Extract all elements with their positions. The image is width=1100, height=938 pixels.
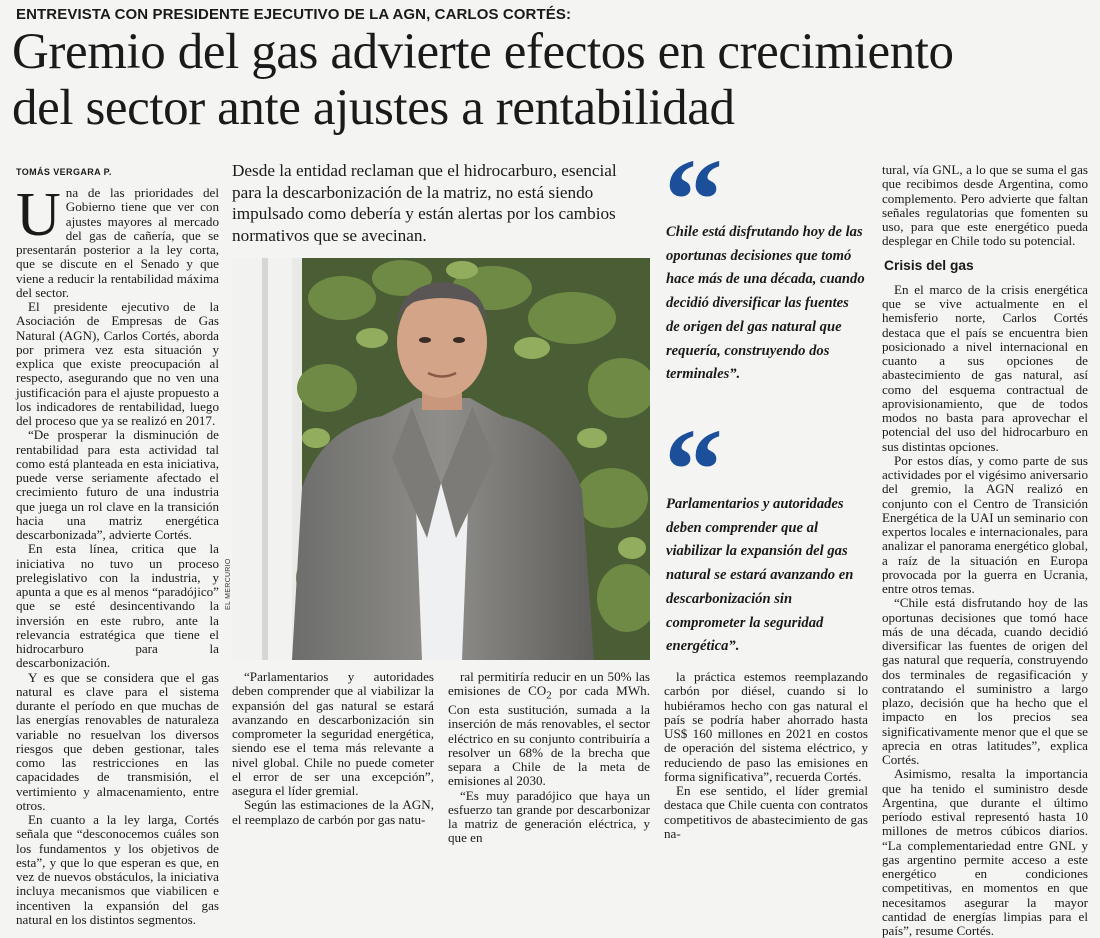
headline-line-1: Gremio del gas advierte efectos en crecimiento [12,24,954,80]
headline [12,24,1092,136]
paragraph: Por estos días, y como parte de sus actividades por el vigésimo aniversario del gremio, la AGN realizó en conjunto con el Centro de Transición Energética de la UAI un seminario con expertos locales e internacionales, para analizar el panorama energético global, a raíz de la situación en Europa provocada por la guerra en Ucrania, entre otros temas. [882,452,1088,596]
article-column-3 [448,670,650,846]
paragraph: En cuanto a la ley larga, Cortés señala que “desconocemos cuáles son los fundamentos y los objetivos de esta”, y que lo que esperan es que, en vez de nuevos obstáculos, la iniciativa incluya mecanismos que viabilicen e incentiven la expansión del gas natural en los distintos segmentos. [16,812,219,927]
paragraph: Según las estimaciones de la AGN, el reemplazo de carbón por gas natu- [232,797,434,827]
paragraph: En ese sentido, el líder gremial destaca que Chile cuenta con contratos competitivos de abastecimiento de gas na- [664,783,868,841]
kicker: ENTREVISTA CON PRESIDENTE EJECUTIVO DE LA AGN, CARLOS CORTÉS: [16,6,572,23]
portrait-illustration [232,258,650,660]
paragraph: “Chile está disfrutando hoy de las oportunas decisiones que tomó hace más de una década, cuando decidió diversificar las fuentes de origen del gas natural que requería, construyendo dos terminales de regasificación y contratando el suministro a largo plazo, decisión que ha hecho que el impacto en los precios sea significativamente menor que el que se aprecia en otras latitudes”, explica Cortés. [882,595,1088,767]
photo-credit: EL MERCURIO [225,558,232,610]
paragraph: Y es que se considera que el gas natural es clave para el sistema durante el período en que muchas de las energías renovables de naturaleza variable no resuelvan los diversos riesgos que deben gestionar, tales como las restricciones en las capacidades de transmisión, el vertimiento y almacenamiento, entre otros. [16,669,219,813]
paragraph: Asimismo, resalta la importancia que ha tenido el suministro desde Argentina, que durante el último período estival representó hasta 10 millones de metros cúbicos diarios. “La complementariedad entre GNL y gas argentino permite acceso a este energético en condiciones competitivas, en momentos en que necesitamos asegurar la mayor cantidad de energías limpias para el país”, resume Cortés. [882,766,1088,938]
quote-mark-icon [664,150,723,212]
lead-paragraph: Desde la entidad reclaman que el hidrocarburo, esencial para la descarbonización de la matriz, no está siendo impulsado como debería y están alertas por los cambios normativos que se avecinan. [232,161,617,245]
quote-mark-icon [664,420,723,482]
drop-cap: U [16,181,61,249]
article-column-4 [664,670,868,841]
paragraph: “Es muy paradójico que haya un esfuerzo tan grande por descarbonizar la matriz de generación eléctrica, y que en [448,787,650,846]
paragraph: El presidente ejecutivo de la Asociación de Empresas de Gas Natural (AGN), Carlos Cortés, aborda por primera vez esta situación y explica que existe preocupación al respecto, asegurando que no ven una justificación para el ajuste propuesto a los indicadores de rentabilidad, luego del proceso que ya se realizó en 2017. [16,299,219,428]
paragraph: En el marco de la crisis energética que se vive actualmente en el hemisferio norte, Carlos Cortés destaca que el país se encuentra bien posicionado a nivel internacional en cuanto a sus opciones de abastecimiento de gas natural, así como del esquema contractual de aprovisionamiento, que de todos modos no basta para aprovechar el potencial del uso del hidrocarburo en sus distintas opciones. [882,281,1088,454]
headline-line-2: del sector ante ajustes a rentabilidad [12,80,735,136]
pull-quote-2: Parlamentarios y autoridades deben comprender que al viabilizar la expansión del gas natural se estará avanzando en descarbonización sin comprometer la seguridad energética”. [666,496,854,655]
paragraph: En esta línea, critica que la iniciativa no tuvo un proceso prelegislativo con la industria, y apunta a que es al menos “paradójico” que se esté desincentivando la inversión en este rubro, ante la relevancia estratégica que tiene el hidrocarburo para la descarbonización. [16,541,219,671]
paragraph: ral permitiría reducir en un 50% las emisiones de $CO_2$ por cada MWh. Con esta sustitución, sumada a la inserción de más renovables, el sector eléctrico en su conjunto contribuiría a resolver un 68% de la brecha que separa a Chile de la meta de emisiones al 2030. [448,669,650,789]
paragraph: “Parlamentarios y autoridades deben comprender que al viabilizar la expansión del gas natural se estará avanzando en descarbonización sin comprometer la seguridad energética, siendo ese el tema más relevante a nivel global. Chile no puede cometer el error de ser una excepción”, asegura el líder gremial. [232,669,434,798]
byline: TOMÁS VERGARA P. [16,167,112,177]
paragraph: Una de las prioridades del Gobierno tiene que ver con ajustes mayores al mercado del gas de cañería, que se presentarán posterior a la ley corta, que se discute en el Senado y que viene a reducir la rentabilidad máxima del sector. [16,181,219,300]
paragraph: “De prosperar la disminución de rentabilidad para esta actividad tal como está planteada en esta iniciativa, puede verse seriamente afectado el crecimiento futuro de una industria que juega un rol clave en la transición hacia una matriz energética descarbonizada”, advierte Cortés. [16,427,219,542]
article-column-5 [882,163,1088,938]
paragraph: tural, vía GNL, a lo que se suma el gas que recibimos desde Argentina, como complemento. Pero advierte que faltan señales regulatorias que fomenten su uso, para que este energético pueda desplegar en Chile todo su potencial. [882,162,1088,249]
section-subheading: Crisis del gas [884,257,974,273]
article-column-1 [16,181,219,927]
article-column-2 [232,670,434,827]
paragraph: la práctica estemos reemplazando carbón por diésel, cuando si lo hubiéramos hecho con gas natural el país se podría haber ahorrado hasta US$ 160 millones en 2021 en costos de operación del sistema eléctrico, y reduciendo de paso las emisiones en forma significativa”, recuerda Cortés. [664,669,868,784]
portrait-photo [232,258,650,660]
pull-quote-1: Chile está disfrutando hoy de las oportunas decisiones que tomó hace más de una década, cuando decidió diversificar las fuentes de origen del gas natural que requería, construyendo dos terminales”. [666,224,865,383]
